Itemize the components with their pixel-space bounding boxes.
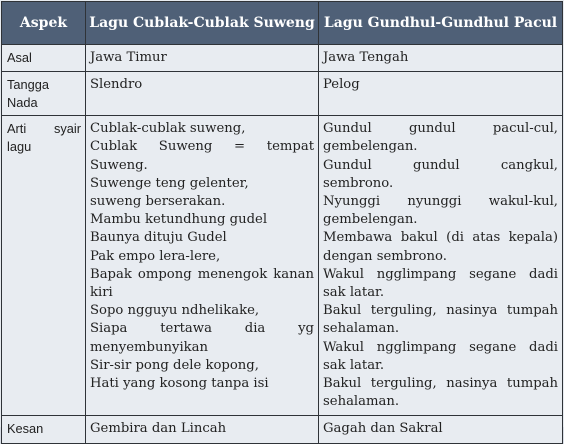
table-row-kesan [2, 416, 563, 443]
lyric-line: Baunya dituju Gudel [90, 230, 227, 246]
aspect-cell [2, 72, 86, 116]
lyric-line: Hati yang kosong tanpa isi [90, 376, 269, 392]
lyric-line: Mambu ketundhung gudel [90, 212, 268, 228]
header-row [2, 2, 563, 45]
song1-cell [86, 45, 319, 72]
lyric-line: Nyunggi nyunggi wakul-kul, gembelengan. [323, 194, 558, 228]
lyric-line: Siapa tertawa dia yg menyembunyikan [90, 321, 314, 355]
header-song-cublak: Lagu Cublak-Cublak Suweng [86, 2, 319, 45]
lyric-line: Membawa bakul (di atas kepala) dengan sembrono. [323, 230, 558, 264]
lyric-line: Sopo ngguyu ndhelikake, [90, 303, 260, 319]
song2-line: Jawa Tengah [323, 50, 409, 65]
lyric-line: Cublak-cublak suweng, [90, 121, 246, 137]
comparison-table [1, 1, 563, 444]
song2-cell [319, 72, 563, 116]
song2-cell [319, 45, 563, 72]
lyric-line: Bakul terguling, nasinya tumpah sehalaman. [323, 303, 558, 337]
lyric-line: Bakul terguling, nasinya tumpah sehalaman. [323, 376, 558, 410]
lyric-line: Wakul ngglimpang segane dadi sak latar. [323, 266, 558, 301]
lyric-line: Cublak Suweng = tempat Suweng. [90, 139, 314, 173]
lyric-line: Wakul ngglimpang segane dadi sak latar. [323, 339, 558, 373]
header-song-gundhul: Lagu Gundhul-Gundhul Pacul [319, 2, 563, 45]
song1-line: Gembira dan Lincah [90, 421, 227, 437]
aspect-cell [2, 116, 86, 416]
song2-line: Gagah dan Sakral [323, 421, 443, 437]
song2-lyrics-cell [319, 116, 563, 416]
lyric-line: Sir-sir pong dele kopong, [90, 357, 259, 373]
table-row-asal [2, 45, 563, 72]
aspect-label: Asal [7, 50, 32, 65]
aspect-label: Tangga Nada [7, 77, 49, 110]
lyric-line: Suwenge teng gelenter, [90, 175, 249, 191]
aspect-label: Arti syair lagu [7, 121, 81, 154]
song1-line: Jawa Timur [90, 50, 167, 65]
song1-cell [86, 416, 319, 443]
song1-cell [86, 72, 319, 116]
aspect-cell [2, 45, 86, 72]
aspect-cell [2, 416, 86, 443]
lyric-line: suweng berserakan. [90, 194, 226, 210]
aspect-label: Kesan [7, 421, 44, 437]
lyric-line: Bapak ompong menengok kanan kiri [90, 266, 314, 301]
table-row-tangga-nada [2, 72, 563, 116]
song2-line: Pelog [323, 77, 360, 93]
lyric-line: Pak empo lera-lere, [90, 248, 221, 264]
lyric-line: Gundul gundul cangkul, sembrono. [323, 157, 558, 191]
table-row-arti-syair [2, 116, 563, 416]
song1-lyrics-cell [86, 116, 319, 416]
song1-line: Slendro [90, 77, 143, 93]
lyric-line: Gundul gundul pacul-cul, gembelengan. [323, 121, 558, 155]
header-aspect: Aspek [2, 2, 86, 45]
song2-cell [319, 416, 563, 443]
